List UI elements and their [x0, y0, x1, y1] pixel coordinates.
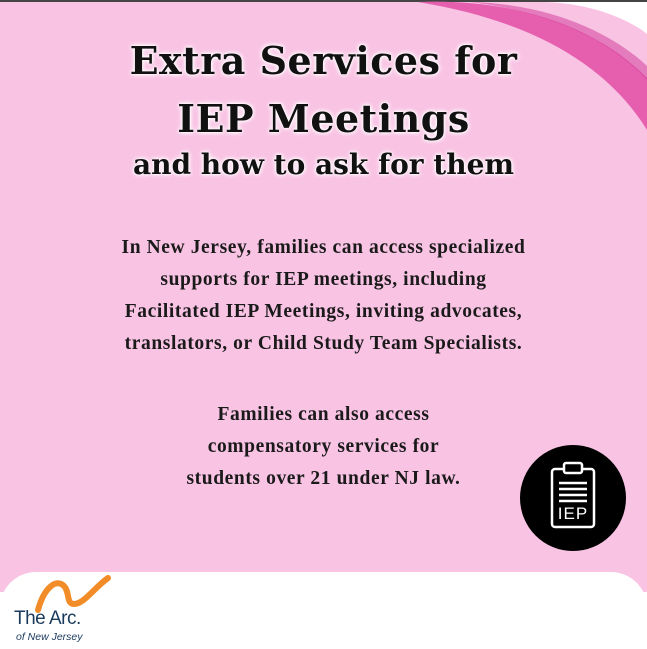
logo-name: The Arc. — [14, 608, 81, 629]
title-line-2: IEP Meetings — [177, 96, 470, 141]
paragraph-line: Families can also access — [217, 404, 430, 425]
subtitle: and how to ask for them — [132, 148, 515, 181]
clipboard-icon — [520, 445, 626, 551]
paragraph-access-supports — [0, 232, 647, 360]
iep-label: IEP — [557, 504, 589, 523]
paragraph-line: students over 21 under NJ law. — [186, 468, 461, 489]
paragraph-line: Facilitated IEP Meetings, inviting advocates, — [124, 301, 523, 322]
title-line-1: Extra Services for — [129, 38, 518, 83]
logo-subtitle: of New Jersey — [16, 631, 83, 643]
paragraph-line: supports for IEP meetings, including — [160, 269, 487, 290]
arc-logo — [8, 574, 128, 646]
paragraph-line: translators, or Child Study Team Specialists. — [124, 333, 523, 354]
paragraph-line: compensatory services for — [207, 436, 440, 457]
paragraph-line: In New Jersey, families can access specialized — [121, 237, 526, 258]
iep-badge — [520, 445, 626, 551]
